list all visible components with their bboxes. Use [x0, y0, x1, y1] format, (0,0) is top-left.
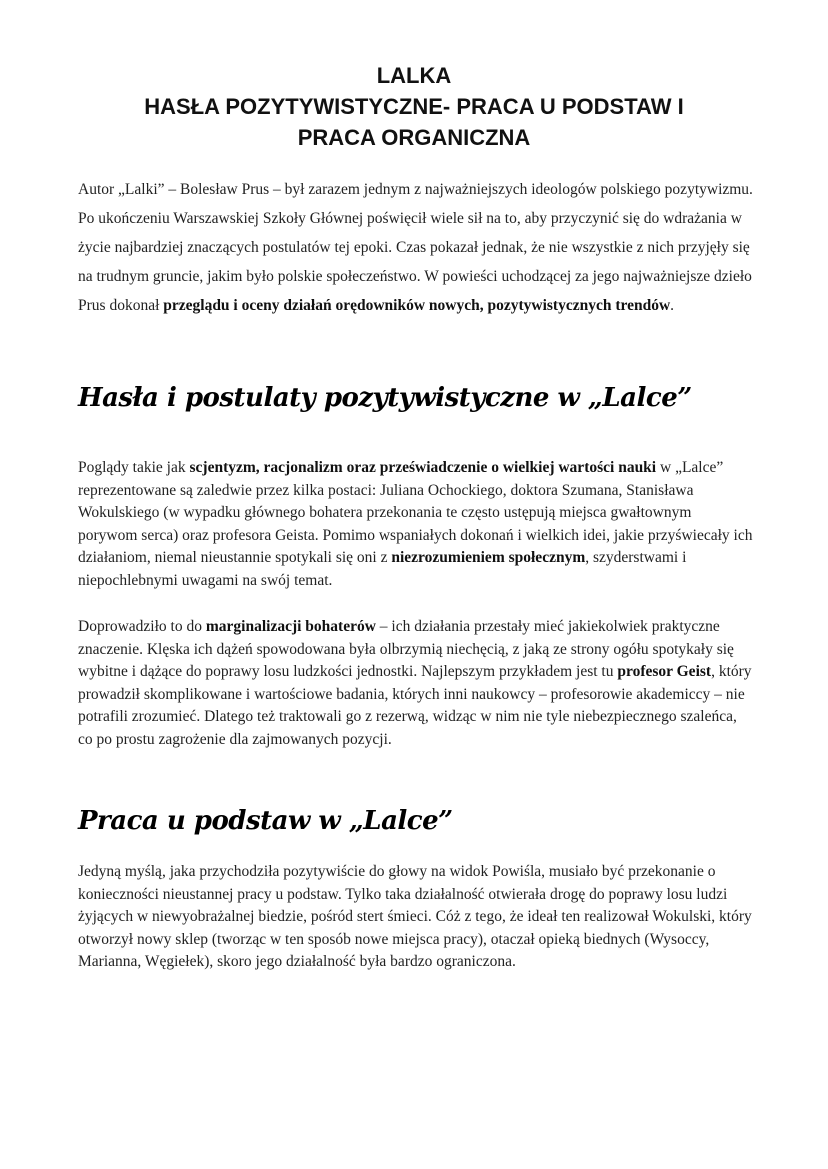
para3-text-1: Jedyną myślą, jaka przychodziła pozytywiście do głowy na widok Powiśla, musiało być przekonanie o konieczności nieustannej pracy u podstaw. Tylko taka działalność otwierała drogę do poprawy losu ludzi żyjących w niewyobrażalnej biedzie, pośród stert śmieci. Cóż z tego, że ideał ten realizował Wokulski, który otworzył nowy sklep (tworząc w ten sposób nowe miejsca pracy), otaczał opieką biednych (Wysoccy, Marianna, Węgiełek), skoro jego działalność była bardzo ograniczona. [78, 863, 752, 970]
section-heading-postulates: Hasła i postulaty pozytywistyczne w „Lalce” [78, 383, 692, 413]
title-line-3: PRACA ORGANICZNA [297, 125, 531, 150]
para2-text-2: – ich działania przestały mieć jakiekolwiek praktyczne znaczenie. Klęska ich dążeń spowodowana była olbrzymią niechęcią, z jaką ze strony ogółu spotykały się wybitne i dążące do poprawy losu ludzkości jednostki. Najlepszym przykładem jest tu [78, 618, 734, 680]
intro-text-2: . [670, 297, 675, 314]
paragraph-marginalization [78, 616, 754, 751]
para2-bold-2: profesor Geist [617, 663, 712, 680]
title-line-1: LALKA [376, 63, 452, 88]
paragraph-powisle [78, 861, 754, 974]
para2-bold-1: marginalizacji bohaterów [205, 618, 376, 635]
intro-bold-1: przeglądu i oceny działań orędowników nowych, pozytywistycznych trendów [163, 297, 671, 314]
intro-paragraph [78, 175, 754, 320]
paragraph-scientism [78, 457, 754, 592]
document-title [80, 60, 748, 153]
para2-text-1: Doprowadziło to do [78, 618, 206, 635]
para1-bold-2: niezrozumieniem społecznym [391, 549, 586, 566]
para1-text-2: w „Lalce” reprezentowane są zaledwie przez kilka postaci: Juliana Ochockiego, doktora Szumana, Stanisława Wokulskiego (w wypadku głównego bohatera przekonania te często ustępują miejsca gwałtownym porywom serca) oraz profesora Geista. Pomimo wspaniałych dokonań i wielkich idei, jakie przyświecały ich działaniom, niemal nieustannie spotykali się oni z [78, 459, 753, 566]
section-heading-organic-work: Praca u podstaw w „Lalce” [78, 806, 453, 836]
intro-text-1: Autor „Lalki” – Bolesław Prus – był zarazem jednym z najważniejszych ideologów polskiego pozytywizmu. Po ukończeniu Warszawskiej Szkoły Głównej poświęcił wiele sił na to, aby przyczynić się do wdrażania w życie najbardziej znaczących postulatów tej epoki. Czas pokazał jednak, że nie wszystkie z nich przyjęły się na trudnym gruncie, jakim było polskie społeczeństwo. W powieści uchodzącej za jego najważniejsze dzieło Prus dokonał [78, 181, 753, 314]
title-line-2: HASŁA POZYTYWISTYCZNE- PRACA U PODSTAW I [144, 94, 684, 119]
para1-text-1: Poglądy takie jak [78, 459, 190, 476]
para1-bold-1: scjentyzm, racjonalizm oraz przeświadczenie o wielkiej wartości nauki [189, 459, 657, 476]
para2-text-3: , który prowadził skomplikowane i wartościowe badania, których inni naukowcy – profesorowie akademiccy – nie potrafili zrozumieć. Dlatego też traktowali go z rezerwą, widząc w nim nie tyle niebezpiecznego szaleńca, co po prostu zagrożenie dla zajmowanych pozycji. [78, 663, 752, 748]
para1-text-3: , szyderstwami i niepochlebnymi uwagami na swój temat. [78, 549, 687, 589]
